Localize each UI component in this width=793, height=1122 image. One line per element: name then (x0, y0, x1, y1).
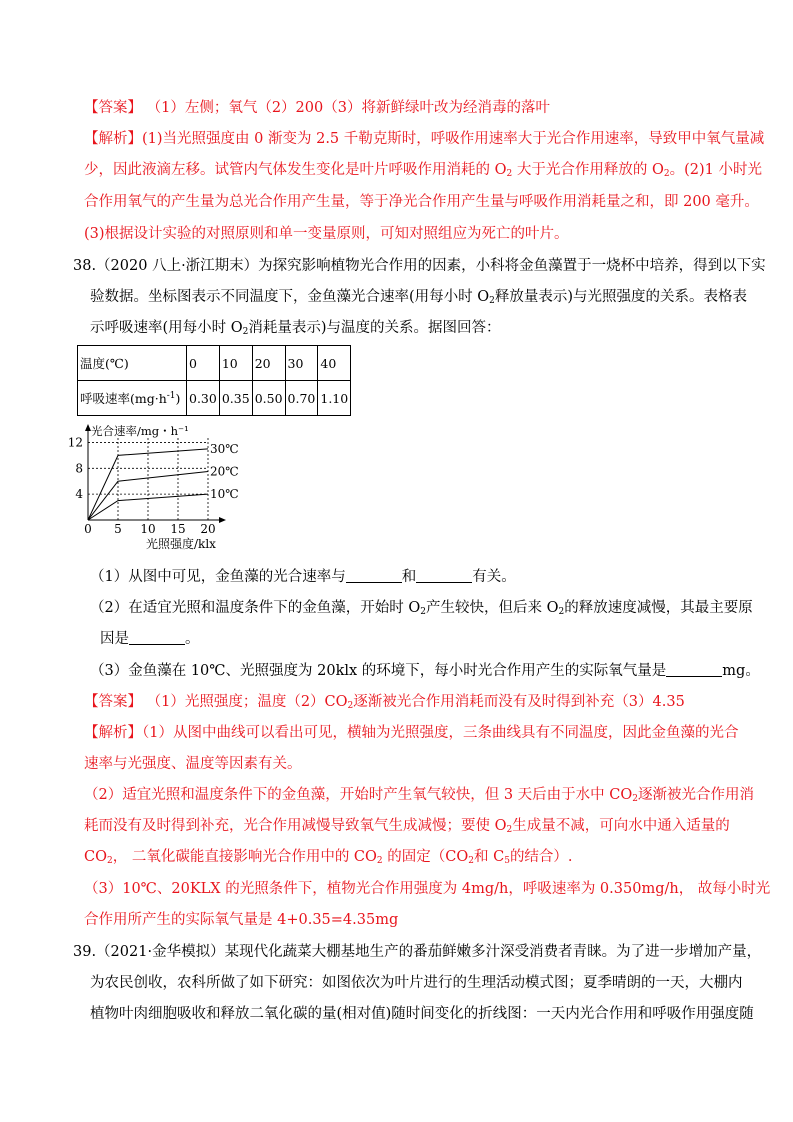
subscript: 2 (468, 856, 474, 866)
answer-label: 【答案】 (84, 694, 142, 710)
subscript: 2 (663, 169, 670, 179)
analysis-label: 【解析】 (84, 725, 142, 741)
x-tick-label: 20 (200, 522, 216, 536)
q37-analysis-line-2 (84, 160, 762, 180)
subscript: 2 (489, 296, 495, 306)
q38-analysis-line-3 (84, 785, 754, 805)
q38-stem-line-3 (90, 318, 501, 338)
answer-label: 【答案】 (84, 100, 142, 116)
text: ) (175, 391, 181, 406)
text: 少，因此液滴左移。试管内气体发生变化是叶片呼吸作用消耗的 O (84, 162, 507, 178)
answer-text (147, 694, 685, 710)
table-header-temp: 温度(℃) (78, 346, 187, 381)
series-label: 20℃ (210, 464, 239, 479)
table-row (78, 346, 351, 381)
y-tick-label: 12 (67, 435, 83, 450)
table-cell: 0.35 (219, 381, 252, 416)
q38-analysis-line-2: 速率与光强度、温度等因素有关。 (84, 756, 302, 772)
text: 产生较快，但后来 O (425, 600, 559, 616)
superscript: -1 (166, 391, 176, 401)
table-cell: 0.30 (187, 381, 220, 416)
text: 的固定（CO (382, 849, 469, 865)
text: （1）光照强度；温度（2）CO (146, 694, 348, 710)
subscript: 2 (632, 794, 638, 804)
table-cell: 20 (252, 346, 285, 381)
x-tick-label: 15 (170, 522, 186, 536)
answer-text: （1）左侧；氧气（2）200（3）将新鲜绿叶改为经消毒的落叶 (146, 100, 550, 116)
q38-analysis-line-4 (84, 816, 730, 836)
subscript: 2 (106, 856, 113, 866)
x-tick-label: 10 (140, 522, 156, 536)
y-tick-label: 4 (75, 487, 83, 502)
subscript: 2 (347, 701, 354, 711)
q37-analysis-line-3: 合作用氧气的产生量为总光合作用产生量，等于净光合作用产生量与呼吸作用消耗量之和，即 200 毫升。 (84, 194, 759, 210)
text: mg。 (722, 663, 760, 679)
text: 呼吸速率(mg·h (80, 391, 167, 406)
q38-analysis-line-1 (84, 723, 738, 743)
q38-sub-question-1 (90, 567, 516, 587)
answer-blank[interactable] (129, 630, 185, 645)
table-cell: 10 (219, 346, 252, 381)
chart-labels (68, 424, 239, 551)
text: 。(2)1 小时光 (669, 162, 762, 178)
q37-analysis-line-1 (84, 129, 764, 149)
text: 的结合）. (509, 849, 573, 865)
subscript: 2 (558, 607, 565, 617)
text: 释放量表示)与光照强度的关系。表格表 (494, 289, 748, 305)
x-axis-label: 光照强度/klx (146, 537, 216, 551)
text: 和 (401, 569, 417, 585)
text: 逐渐被光合作用消 (638, 787, 754, 803)
text: （2）适宜光照和温度条件下的金鱼藻，开始时产生氧气较快，但 3 天后由于水中 CO (84, 787, 633, 803)
analysis-text: (1)当光照强度由 0 渐变为 2.5 千勒克斯时，呼吸作用速率大于光合作用速率，导致甲中氧气量减 (142, 131, 765, 147)
text: 耗而没有及时得到补充，光合作用减慢导致氧气生成减慢；要使 O (84, 818, 507, 834)
answer-blank[interactable] (416, 568, 472, 583)
q38-analysis-line-5 (84, 847, 573, 867)
y-axis-label: 光合速率/mg・h⁻¹ (91, 424, 189, 438)
q38-answer (84, 692, 685, 712)
text: 。 (185, 631, 200, 647)
q39-stem-line-2: 为农民创收，农科所做了如下研究：如图依次为叶片进行的生理活动模式图；夏季晴朗的一天，大棚内 (90, 975, 743, 991)
table-cell: 0.70 (285, 381, 318, 416)
table-cell: 40 (318, 346, 351, 381)
text: 消耗量表示)与温度的关系。据图回答： (248, 320, 501, 336)
photosynthesis-rate-chart (62, 424, 252, 552)
subscript: 5 (504, 856, 510, 866)
text: 大于光合作用释放的 O (512, 162, 664, 178)
text: 验数据。坐标图表示不同温度下，金鱼藻光合速率(用每小时 O (90, 289, 490, 305)
q38-stem-line-2 (90, 287, 747, 307)
q38-sub-question-3 (90, 661, 760, 681)
answer-blank[interactable] (666, 662, 722, 677)
subscript: 2 (506, 825, 513, 835)
text: （1）从图中曲线可以看出可见，横轴为光照强度，三条曲线具有不同温度，因此金鱼藻的光合 (142, 725, 739, 741)
text: 和 C (473, 849, 505, 865)
series-label: 10℃ (210, 487, 239, 502)
analysis-label: 【解析】 (84, 131, 142, 147)
respiration-table (77, 345, 351, 416)
q38-sub-question-2 (90, 598, 753, 618)
subscript: 2 (242, 327, 249, 337)
text: CO (84, 849, 107, 865)
text: 因是 (100, 631, 129, 647)
q37-answer (84, 98, 550, 118)
subscript: 2 (420, 607, 426, 617)
subscript: 2 (506, 169, 513, 179)
x-tick-label: 5 (114, 522, 122, 536)
text: （2）在适宜光照和温度条件下的金鱼藻，开始时 O (90, 600, 421, 616)
q38-analysis-line-7: 合作用所产生的实际氧气量是 4+0.35=4.35mg (84, 912, 399, 928)
y-tick-label: 8 (75, 461, 83, 476)
table-row (78, 381, 351, 416)
text: 的释放速度减慢，其最主要原 (564, 600, 753, 616)
text: （3）金鱼藻在 10℃、光照强度为 20klx 的环境下，每小时光合作用产生的实际氧气量是 (90, 663, 667, 679)
q38-analysis-line-6: （3）10℃、20KLX 的光照条件下，植物光合作用强度为 4mg/h，呼吸速率为 0.350mg/h， 故每小时光 (84, 881, 771, 897)
table-header-rate (78, 381, 187, 416)
text: 生成量不减，可向水中通入适量的 (512, 818, 730, 834)
q39-stem-line-3: 植物叶肉细胞吸收和释放二氧化碳的量(相对值)随时间变化的折线图：一天内光合作用和呼吸作用强度随 (90, 1006, 754, 1022)
table-cell: 30 (285, 346, 318, 381)
text: 示呼吸速率(用每小时 O (90, 320, 243, 336)
q39-stem-line-1: 39.（2021·金华模拟）某现代化蔬菜大棚基地生产的番茄鲜嫩多汁深受消费者青睐。为了进一步增加产量， (73, 944, 762, 960)
answer-blank[interactable] (346, 568, 402, 583)
subscript: 2 (376, 856, 383, 866)
text: 逐渐被光合作用消耗而没有及时得到补充（3）4.35 (353, 694, 685, 710)
q38-sub-question-2-cont (100, 629, 200, 649)
text: （1）从图中可见，金鱼藻的光合速率与 (90, 569, 346, 585)
table-cell: 0 (187, 346, 220, 381)
q38-stem-line-1: 38.（2020 八上·浙江期末）为探究影响植物光合作用的因素，小科将金鱼藻置于一烧杯中培养，得到以下实 (73, 258, 766, 274)
series-label: 30℃ (210, 441, 239, 456)
q37-analysis-line-4: (3)根据设计实验的对照原则和单一变量原则，可知对照组应为死亡的叶片。 (84, 226, 569, 242)
text: 有关。 (472, 569, 516, 585)
x-axis-arrow (219, 517, 226, 523)
x-tick-label: 0 (84, 522, 92, 536)
table-cell: 1.10 (318, 381, 351, 416)
table-cell: 0.50 (252, 381, 285, 416)
text: ， 二氧化碳能直接影响光合作用中的 CO (112, 849, 377, 865)
